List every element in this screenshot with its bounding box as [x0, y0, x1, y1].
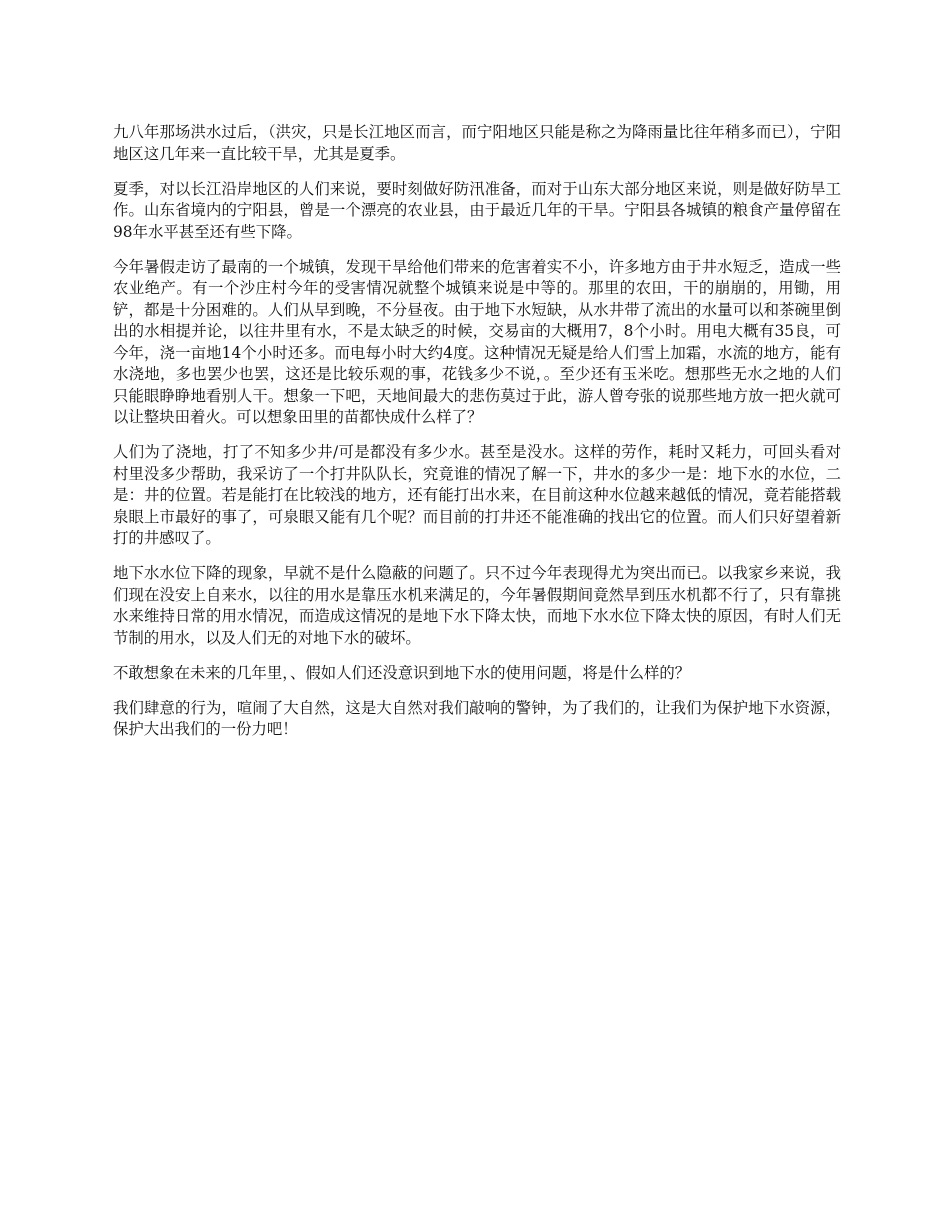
paragraph-5: 地下水水位下降的现象，早就不是什么隐蔽的问题了。只不过今年表现得尤为突出而已。以我家乡来说，我们现在没安上自来水，以往的用水是靠压水机来满足的，今年暑假期间竟然旱到压水机都不行了，只有靠挑水来维持日常的用水情况，而造成这情况的是地下水下降太快，而地下水水位下降太快的原因，有时人们无节制的用水，以及人们无的对地下水的破坏。 [113, 564, 841, 647]
document-body [113, 122, 841, 754]
paragraph-7: 我们肆意的行为，喧闹了大自然，这是大自然对我们敲响的警钟，为了我们的，让我们为保护地下水资源，保护大出我们的一份力吧！ [113, 698, 841, 738]
paragraph-2: 夏季，对以长江沿岸地区的人们来说，要时刻做好防汛准备，而对于山东大部分地区来说，则是做好防旱工作。山东省境内的宁阳县，曾是一个漂亮的农业县，由于最近几年的干旱。宁阳县各城镇的粮食产量停留在98年水平甚至还有些下降。 [113, 179, 841, 241]
paragraph-6: 不敢想象在未来的几年里，、假如人们还没意识到地下水的使用问题，将是什么样的？ [113, 663, 691, 682]
paragraph-4: 人们为了浇地，打了不知多少井/可是都没有多少水。甚至是没水。这样的劳作，耗时又耗力，可回头看对村里没多少帮助，我采访了一个打井队队长，究竟谁的情况了解一下，井水的多少一是：地下水的水位，二是：井的位置。若是能打在比较浅的地方，还有能打出水来，在目前这种水位越来越低的情况，竟若能搭载泉眼上市最好的事了，可泉眼又能有几个呢？而目前的打井还不能准确的找出它的位置。而人们只好望着新打的井感叹了。 [113, 443, 841, 547]
paragraph-3: 今年暑假走访了最南的一个城镇，发现干旱给他们带来的危害着实不小，许多地方由于井水短乏，造成一些农业绝产。有一个沙庄村今年的受害情况就整个城镇来说是中等的。那里的农田，干的崩崩的，用锄，用铲，都是十分困难的。人们从早到晚，不分昼夜。由于地下水短缺，从水井带了流出的水量可以和茶碗里倒出的水相提并论，以往井里有水，不是太缺乏的时候，交易亩的大概用7，8个小时。用电大概有35良，可今年，浇一亩地14个小时还多。而电每小时大约4度。这种情况无疑是给人们雪上加霜，水流的地方，能有水浇地，多也罢少也罢，这还是比较乐观的事，花钱多少不说，。至少还有玉米吃。想那些无水之地的人们只能眼睁睁地看别人干。想象一下吧，天地间最大的悲伤莫过于此，游人曾夸张的说那些地方放一把火就可以让整块田着火。可以想象田里的苗都快成什么样了？ [113, 257, 841, 426]
paragraph-1: 九八年那场洪水过后，（洪灾，只是长江地区而言，而宁阳地区只能是称之为降雨量比往年稍多而已），宁阳地区这几年来一直比较干旱，尤其是夏季。 [113, 123, 841, 163]
